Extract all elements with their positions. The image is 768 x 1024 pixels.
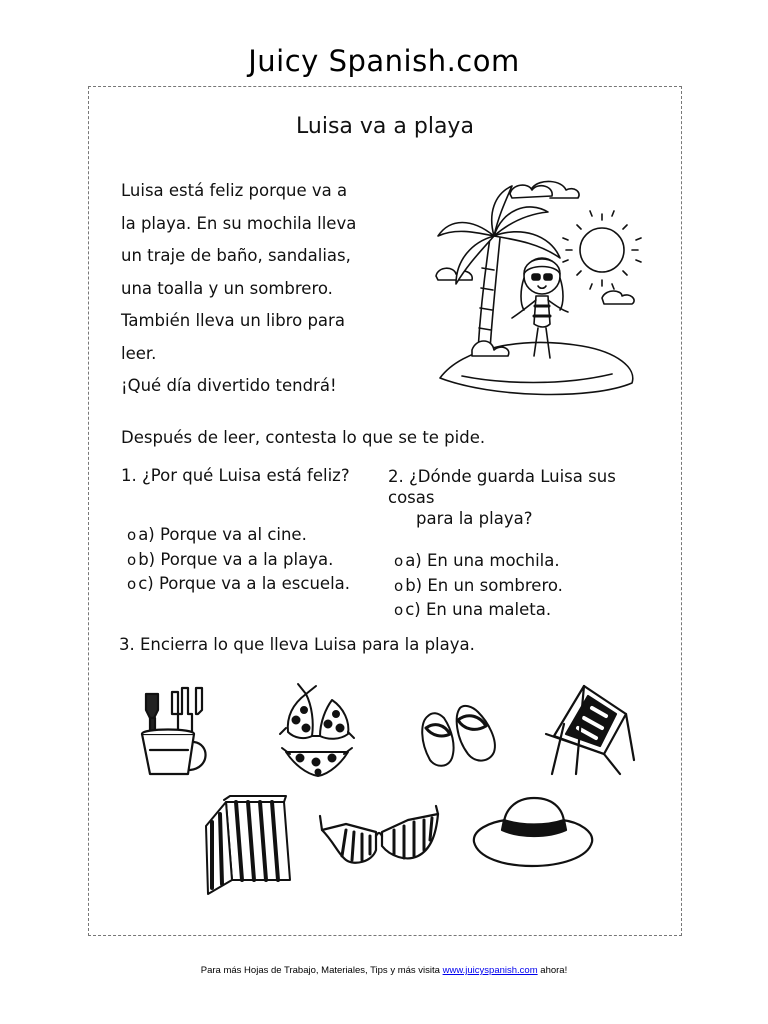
- option-label: c) Porque va a la escuela.: [138, 574, 351, 593]
- option-c[interactable]: [127, 572, 350, 597]
- option-bullet: o: [127, 526, 137, 544]
- option-bullet: o: [394, 552, 404, 570]
- site-title: Juicy Spanish.com: [248, 44, 520, 78]
- footer: [0, 965, 768, 976]
- option-bullet: o: [394, 576, 404, 595]
- beach-chair-icon[interactable]: [544, 682, 636, 778]
- instruction-text: Después de leer, contesta lo que se te pide.: [121, 428, 486, 447]
- bikini-icon[interactable]: [282, 682, 352, 780]
- option-bullet: o: [127, 575, 137, 593]
- worksheet-title: Luisa va a playa: [296, 114, 474, 139]
- question-2: [388, 466, 658, 529]
- question-1-options: [127, 523, 350, 597]
- option-b[interactable]: [394, 574, 563, 599]
- bucket-spade-icon[interactable]: [136, 684, 214, 780]
- option-bullet: o: [127, 550, 137, 569]
- option-c[interactable]: [394, 598, 563, 623]
- option-label: a) Porque va al cine.: [138, 525, 307, 544]
- footer-text-end: ahora!: [537, 965, 568, 976]
- question-1: 1. ¿Por qué Luisa está feliz?: [121, 466, 350, 485]
- option-a[interactable]: [394, 549, 563, 574]
- story-line: También lleva un libro para: [121, 311, 345, 330]
- option-label: a) En una mochila.: [405, 551, 560, 570]
- story-line: ¡Qué día divertido tendrá!: [121, 376, 337, 395]
- option-a[interactable]: [127, 523, 350, 548]
- story-line: una toalla y un sombrero.: [121, 278, 333, 298]
- option-label: b) Porque va a la playa.: [138, 549, 334, 569]
- question-2-line: 2. ¿Dónde guarda Luisa sus: [388, 467, 616, 486]
- sun-hat-icon[interactable]: [470, 796, 596, 868]
- question-2-line: cosas: [388, 488, 435, 507]
- story-text: [121, 175, 401, 403]
- footer-link[interactable]: www.juicyspanish.com: [442, 965, 538, 976]
- question-2-line: para la playa?: [416, 509, 533, 528]
- story-line: un traje de baño, sandalias,: [121, 246, 351, 265]
- sunglasses-icon[interactable]: [320, 806, 440, 870]
- beach-island-girl-icon: [432, 178, 642, 400]
- story-line: Luisa está feliz porque va a: [121, 181, 348, 200]
- option-b[interactable]: [127, 548, 350, 573]
- story-line: leer.: [121, 343, 157, 363]
- story-line: la playa. En su mochila lleva: [121, 213, 357, 233]
- option-label: b) En un sombrero.: [405, 575, 563, 595]
- towel-icon[interactable]: [202, 796, 294, 896]
- option-bullet: o: [394, 601, 404, 619]
- question-3: 3. Encierra lo que lleva Luisa para la playa.: [119, 635, 475, 654]
- sandals-icon[interactable]: [418, 702, 504, 770]
- option-label: c) En una maleta.: [405, 600, 552, 619]
- question-2-options: [394, 549, 563, 623]
- footer-text: Para más Hojas de Trabajo, Materiales, Tips y más visita: [200, 965, 443, 976]
